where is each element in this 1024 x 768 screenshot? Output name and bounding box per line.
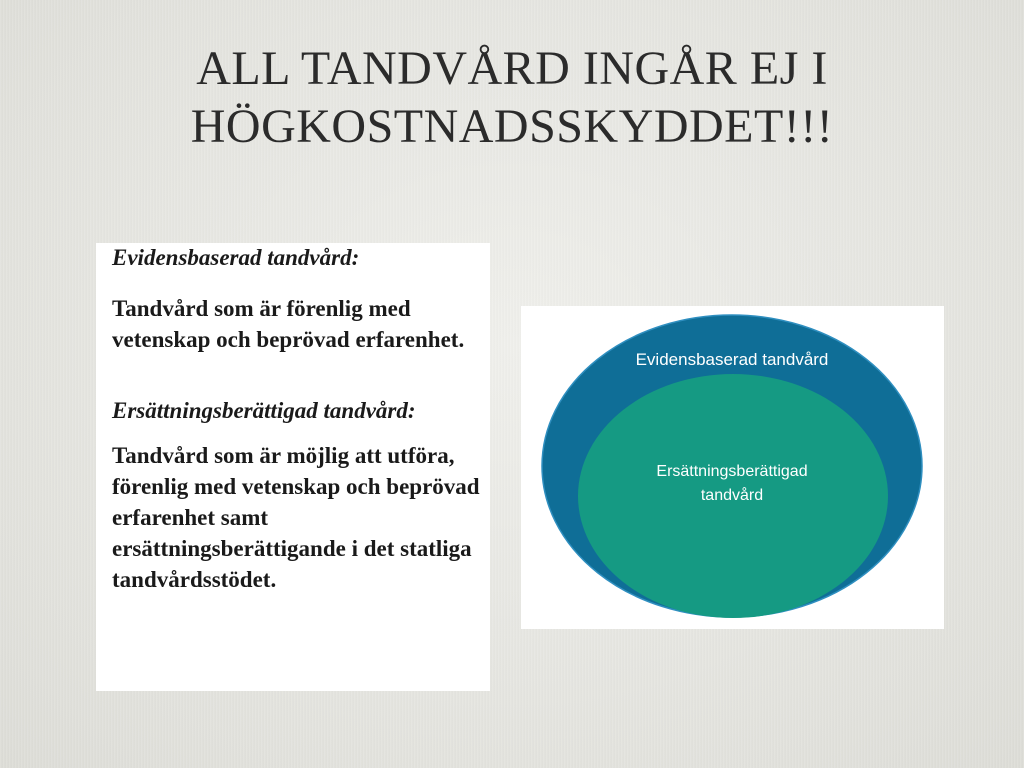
nested-ellipse-diagram [521,306,944,629]
diagram-canvas [521,306,944,629]
slide-title [0,40,1024,156]
slide-title-line-2: HÖGKOSTNADSSKYDDET!!! [190,100,834,153]
definition-term-reimbursable: Ersättningsberättigad tandvård: [112,398,416,423]
inner-ellipse-label-line-1: Ersättningsberättigad [656,463,808,480]
outer-ellipse-label: Evidensbaserad tandvård [635,350,829,369]
slide-title-line-1: ALL TANDVÅRD INGÅR EJ I [196,42,828,95]
definition-text-reimbursable: Tandvård som är möjlig att utföra, förenlig med vetenskap och beprövad erfarenhet samt ersättningsberättigande i det statliga tandvårdsstödet. [112,443,480,592]
definitions-panel [96,243,490,691]
definition-term-evidence-based: Evidensbaserad tandvård: [112,245,360,270]
definition-text-evidence-based: Tandvård som är förenlig med vetenskap och beprövad erfarenhet. [112,296,465,352]
inner-ellipse-label-line-2: tandvård [700,487,764,504]
